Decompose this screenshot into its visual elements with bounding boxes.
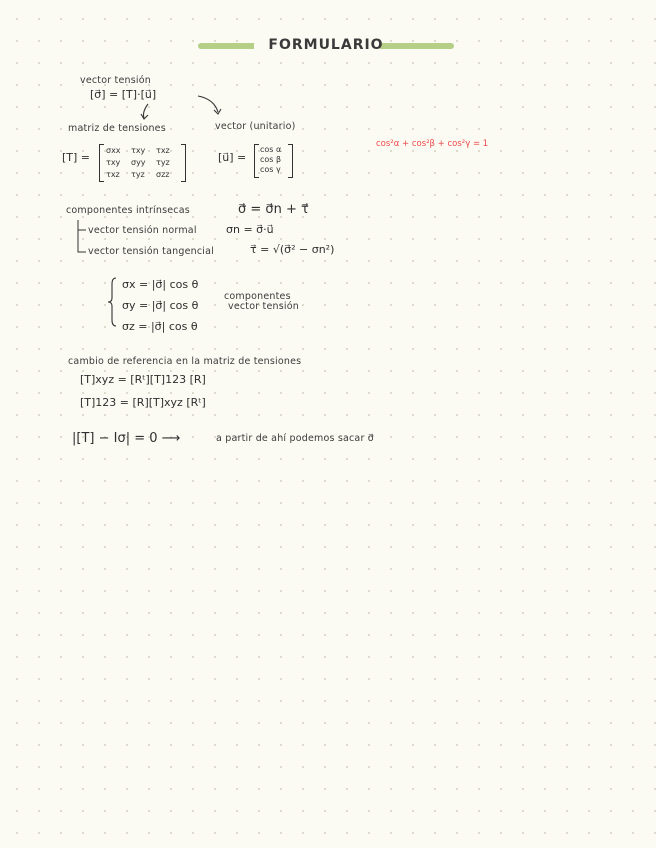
components-brace — [108, 278, 116, 326]
matriz-lhs: [T] = — [62, 151, 91, 164]
componentes-note-1: componentes — [224, 291, 291, 302]
normal-label: vector tensión normal — [88, 225, 197, 236]
sigma-y-line: σy = |σ⃗| cos θ — [122, 299, 199, 312]
eigen-formula: |[T] − Iσ| = 0 ⟶ — [72, 431, 181, 446]
arrow-to-vector — [198, 96, 218, 112]
matriz-label: matriz de tensiones — [68, 123, 166, 134]
vector-cell: cos γ — [260, 165, 281, 174]
vector-tension-formula: [σ⃗] = [T]·[u⃗] — [90, 88, 157, 101]
tangencial-formula: τ⃗ = √(σ⃗² − σn²) — [250, 243, 335, 256]
page-title: FORMULARIO — [268, 37, 384, 53]
vector-unitario-lhs: [u⃗] = — [218, 151, 247, 164]
vector-unitario-label: vector (unitario) — [215, 121, 296, 132]
matriz-cell: τyz — [131, 170, 145, 179]
matriz-cell: σyy — [131, 158, 146, 167]
arrow-head-matriz — [141, 114, 148, 119]
matriz-cell: τxy — [131, 146, 146, 155]
matriz-cell: σxx — [106, 146, 121, 155]
sigma-z-line: σz = |σ⃗| cos θ — [122, 320, 198, 333]
sigma-x-line: σx = |σ⃗| cos θ — [122, 278, 199, 291]
matriz-cell: τxz — [106, 170, 120, 179]
vector-cell: cos α — [260, 145, 282, 154]
matriz-cell: σzz — [156, 170, 170, 179]
matriz-cell: τxy — [106, 158, 121, 167]
cambio-label: cambio de referencia en la matriz de tensiones — [68, 356, 302, 367]
vector-bracket-right — [288, 144, 293, 178]
cambio-eq1: [T]xyz = [Rᵗ][T]123 [R] — [80, 373, 206, 386]
componentes-note-2: vector tensión — [228, 301, 299, 312]
componentes-formula: σ⃗ = σ⃗n + τ⃗ — [238, 202, 309, 217]
branch-line — [78, 220, 86, 252]
vector-tension-label: vector tensión — [80, 75, 151, 86]
tangencial-label: vector tensión tangencial — [88, 246, 214, 257]
cambio-eq2: [T]123 = [R][T]xyz [Rᵗ] — [80, 396, 206, 409]
matriz-cell: τxz — [156, 146, 170, 155]
matriz-bracket-right — [181, 144, 186, 182]
normal-formula: σn = σ⃗·u⃗ — [226, 223, 274, 236]
vector-cell: cos β — [260, 155, 282, 164]
matriz-cell: τyz — [156, 158, 170, 167]
vector-bracket-left — [254, 144, 259, 178]
eigen-text: a partir de ahí podemos sacar σ⃗ — [216, 433, 375, 444]
cosine-identity: cos²α + cos²β + cos²γ = 1 — [376, 139, 489, 149]
matriz-bracket-left — [99, 144, 104, 182]
componentes-label: componentes intrínsecas — [66, 205, 190, 216]
